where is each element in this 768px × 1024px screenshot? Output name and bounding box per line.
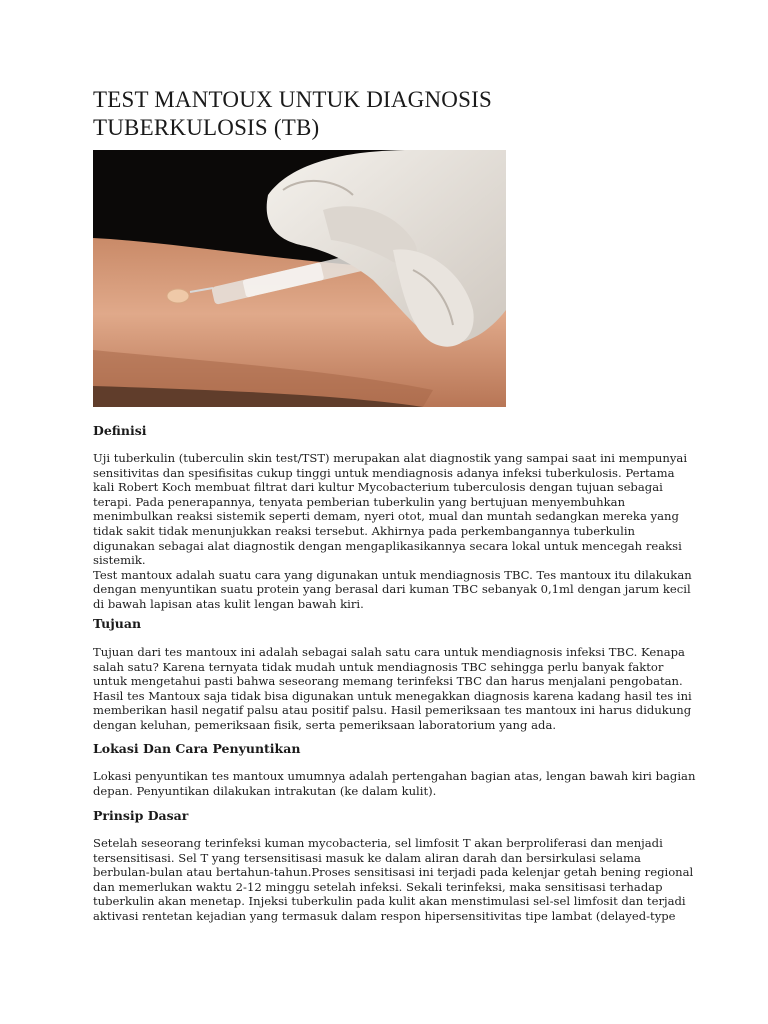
paragraph-prinsip-dasar xyxy=(93,836,694,924)
text-line: tersensitisasi. Sel T yang tersensitisasi masuk ke dalam aliran darah dan bersirkulasi selama xyxy=(93,850,641,865)
paragraph-definisi xyxy=(93,451,692,612)
text-line: tidak sakit tidak menunjukkan reaksi tersebut. Akhirnya pada perkembangannya tuberkulin xyxy=(93,523,635,538)
text-line: digunakan sebagai alat diagnostik dengan mengaplikasikannya secara lokal untuk mencegah reaksi xyxy=(93,538,682,553)
paragraph-tujuan xyxy=(93,645,692,733)
title-line-1: TEST MANTOUX UNTUK DIAGNOSIS xyxy=(93,87,492,112)
text-line: Uji tuberkulin (tuberculin skin test/TST) merupakan alat diagnostik yang sampai saat ini mempunyai xyxy=(93,451,688,465)
text-line: untuk mengetahui pasti bahwa seseorang memang terinfeksi TBC dan harus menjalani pengobatan. xyxy=(93,674,683,689)
text-line: aktivasi rentetan kejadian yang termasuk dalam respon hipersensitivitas tipe lambat (delayed-type xyxy=(93,908,676,923)
text-line: sistemik. xyxy=(93,553,146,568)
text-line: Test mantoux adalah suatu cara yang digunakan untuk mendiagnosis TBC. Tes mantoux itu dilakukan xyxy=(93,567,692,582)
text-line: Tujuan dari tes mantoux ini adalah sebagai salah satu cara untuk mendiagnosis infeksi TBC. Kenapa xyxy=(93,645,685,659)
mantoux-injection-photo xyxy=(93,150,506,407)
text-line: tuberkulin akan menetap. Injeksi tuberkulin pada kulit akan menstimulasi sel-sel limfosit dan terjadi xyxy=(93,894,686,909)
heading-prinsip-dasar: Prinsip Dasar xyxy=(93,808,189,823)
text-line: sensitivitas dan spesifisitas cukup tinggi untuk mendiagnosis adanya infeksi tuberkulosis. Pertama xyxy=(93,465,675,480)
text-line: memberikan hasil negatif palsu atau positif palsu. Hasil pemeriksaan tes mantoux ini harus didukung xyxy=(93,703,692,718)
text-line: Lokasi penyuntikan tes mantoux umumnya adalah pertengahan bagian atas, lengan bawah kiri bagian xyxy=(93,769,696,783)
title-line-2: TUBERKULOSIS (TB) xyxy=(93,115,320,140)
document-title xyxy=(93,86,693,142)
heading-tujuan: Tujuan xyxy=(93,616,142,631)
text-line: salah satu? Karena ternyata tidak mudah untuk mendiagnosis TBC sehingga perlu banyak faktor xyxy=(93,659,664,674)
text-line: dengan menyuntikan suatu protein yang berasal dari kuman TBC sebanyak 0,1ml dengan jarum kecil xyxy=(93,582,691,597)
text-line: Setelah seseorang terinfeksi kuman mycobacteria, sel limfosit T akan berproliferasi dan menjadi xyxy=(93,836,663,850)
heading-lokasi: Lokasi Dan Cara Penyuntikan xyxy=(93,741,301,756)
text-line: kali Robert Koch membuat filtrat dari kultur Mycobacterium tuberculosis dengan tujuan sebagai xyxy=(93,480,663,495)
text-line: menimbulkan reaksi sistemik seperti demam, nyeri otot, mual dan muntah sedangkan mereka yang xyxy=(93,509,679,524)
text-line: terapi. Pada penerapannya, tenyata pemberian tuberkulin yang bertujuan menyembuhkan xyxy=(93,494,626,509)
heading-definisi: Definisi xyxy=(93,423,147,438)
text-line: dengan keluhan, pemeriksaan fisik, serta pemeriksaan laboratorium yang ada. xyxy=(93,717,557,732)
paragraph-lokasi xyxy=(93,769,696,798)
text-line: Hasil tes Mantoux saja tidak bisa digunakan untuk menegakkan diagnosis karena kadang hasil tes ini xyxy=(93,688,692,703)
text-line: depan. Penyuntikan dilakukan intrakutan (ke dalam kulit). xyxy=(93,783,437,798)
text-line: dan memerlukan waktu 2-12 minggu setelah infeksi. Sekali terinfeksi, maka sensitisasi terhadap xyxy=(93,879,663,894)
text-line: berbulan-bulan atau bertahun-tahun.Proses sensitisasi ini terjadi pada kelenjar getah bening regional xyxy=(93,865,694,880)
text-line: di bawah lapisan atas kulit lengan bawah kiri. xyxy=(93,596,364,611)
